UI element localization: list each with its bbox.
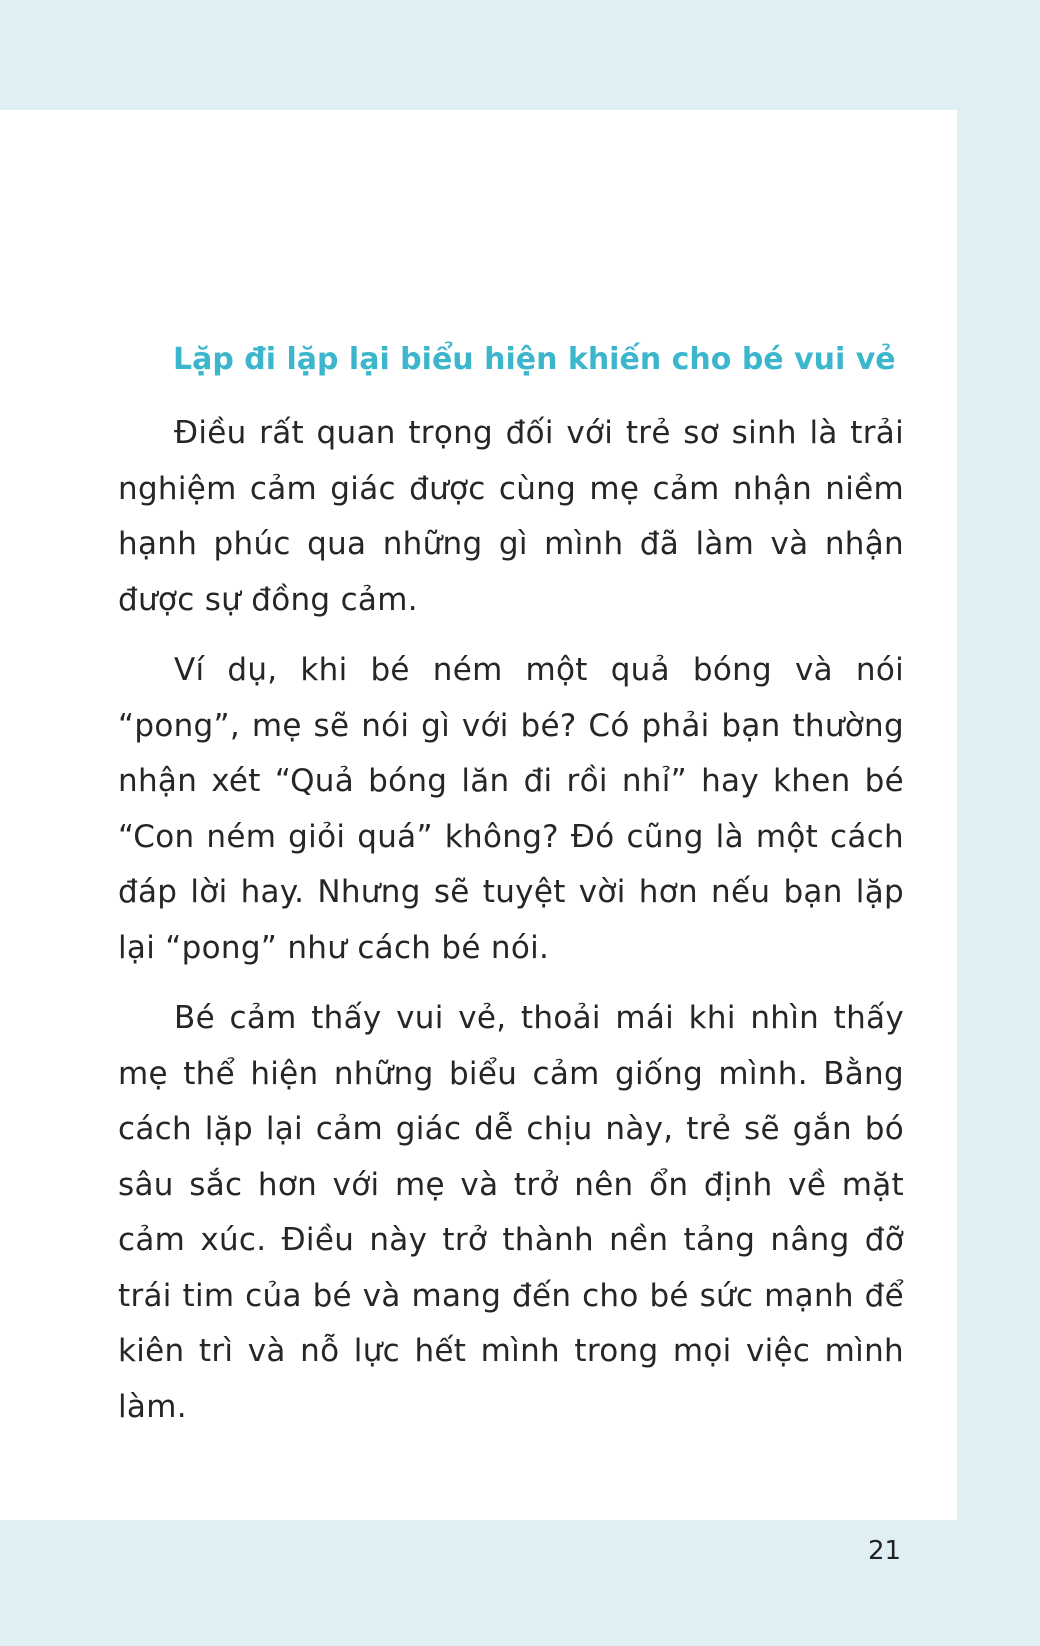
page-number: 21 [868, 1536, 902, 1566]
body-text [118, 406, 904, 1450]
paragraph-1: Điều rất quan trọng đối với trẻ sơ sinh là trải nghiệm cảm giác được cùng mẹ cảm nhận niềm hạnh phúc qua những gì mình đã làm và nhận được sự đồng cảm. [118, 415, 904, 618]
section-heading: Lặp đi lặp lại biểu hiện khiến cho bé vui vẻ [173, 342, 896, 377]
paragraph-2: Ví dụ, khi bé ném một quả bóng và nói “pong”, mẹ sẽ nói gì với bé? Có phải bạn thường nhận xét “Quả bóng lăn đi rồi nhỉ” hay khen bé “Con ném giỏi quá” không? Đó cũng là một cách đáp lời hay. Nhưng sẽ tuyệt vời hơn nếu bạn lặp lại “pong” như cách bé nói. [118, 652, 904, 966]
paragraph-3: Bé cảm thấy vui vẻ, thoải mái khi nhìn thấy mẹ thể hiện những biểu cảm giống mình. Bằng cách lặp lại cảm giác dễ chịu này, trẻ sẽ gắn bó sâu sắc hơn với mẹ và trở nên ổn định về mặt cảm xúc. Điều này trở thành nền tảng nâng đỡ trái tim của bé và mang đến cho bé sức mạnh để kiên trì và nỗ lực hết mình trong mọi việc mình làm. [118, 1000, 904, 1425]
